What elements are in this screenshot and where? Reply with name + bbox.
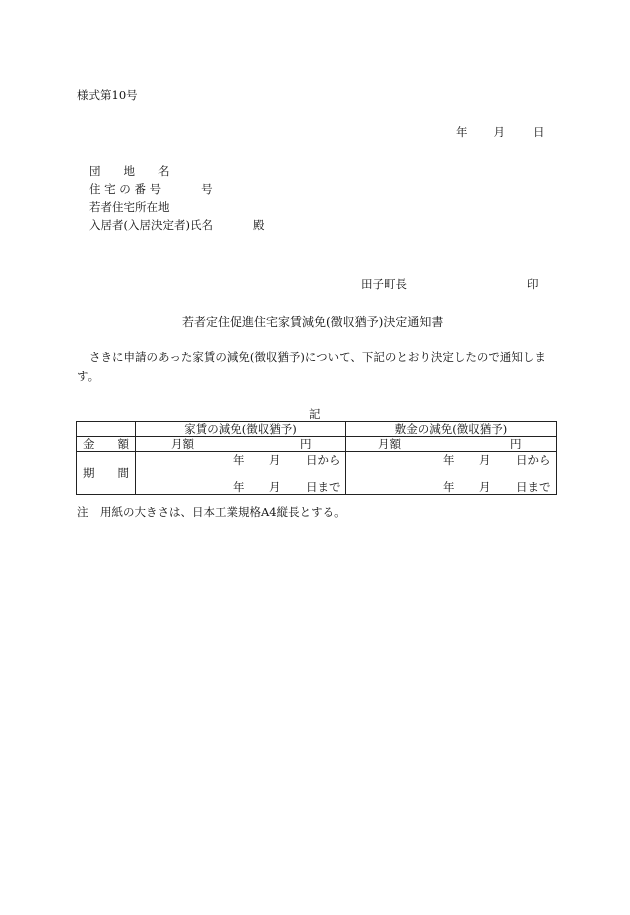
date-year: 年 [456,125,468,139]
form-number: 様式第10号 [77,88,138,102]
ki-heading: 記 [309,407,321,421]
deposit-yen-label: 円 [510,437,522,451]
deposit-from-label: 日から [516,453,551,467]
document-title: 若者定住促進住宅家賃減免(徴収猶予)決定通知書 [182,315,444,329]
rent-amount-cell [136,437,346,452]
table-corner [77,422,136,437]
issuer-title: 田子町長 [361,277,407,291]
rent-from-month: 月 [269,453,281,467]
date-month: 月 [493,125,505,139]
amount-label: 金 額 [77,437,136,452]
seal-mark: 印 [527,277,539,291]
col-deposit-header: 敷金の減免(徴収猶予) [346,422,557,437]
house-number-suffix: 号 [201,182,213,196]
decision-table [76,421,557,495]
house-number-line [89,181,213,197]
rent-from-year: 年 [233,453,245,467]
deposit-period-cell [346,452,557,495]
period-label: 期 間 [77,452,136,495]
deposit-from-year: 年 [443,453,455,467]
deposit-until-year: 年 [443,480,455,494]
deposit-amount-cell [346,437,557,452]
rent-until-label: 日まで [306,480,341,494]
honorific: 殿 [252,218,265,232]
deposit-from-month: 月 [479,453,491,467]
rent-from-label: 日から [306,453,341,467]
deposit-until-month: 月 [479,480,491,494]
deposit-monthly-label: 月額 [378,437,401,451]
date-day: 日 [533,125,545,139]
house-number-label: 住 宅 の 番 号 [89,182,162,196]
resident-line [89,217,264,233]
rent-period-cell [136,452,346,495]
resident-name-label: 入居者(入居決定者)氏名 [89,218,213,232]
note-text: 注 用紙の大きさは、日本工業規格A4縦長とする。 [77,505,346,519]
rent-until-month: 月 [269,480,281,494]
body-text: さきに申請のあった家賃の減免(徴収猶予)について、下記のとおり決定したので通知します。 [77,350,546,383]
deposit-until-label: 日まで [516,480,551,494]
col-rent-header: 家賃の減免(徴収猶予) [136,422,346,437]
rent-yen-label: 円 [300,437,312,451]
house-location-label: 若者住宅所在地 [89,200,170,214]
rent-monthly-label: 月額 [171,437,194,451]
rent-until-year: 年 [233,480,245,494]
date-line [456,124,545,140]
estate-name-label: 団 地 名 [89,164,170,178]
